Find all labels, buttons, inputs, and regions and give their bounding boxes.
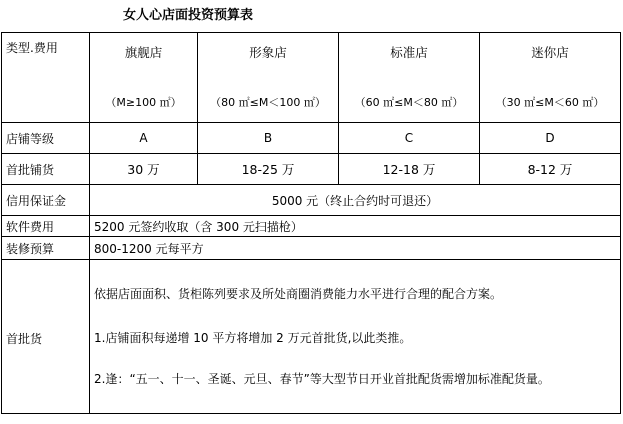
text-line: 2.逢：“五一、十一、圣诞、元旦、春节”等大型节日开业首批配货需增加标准配货量。 xyxy=(94,372,550,386)
row-label: 装修预算 xyxy=(2,237,90,260)
table-row-first-goods xyxy=(2,260,621,414)
row-label: 信用保证金 xyxy=(2,185,90,216)
column-range: （M≥100 ㎡） xyxy=(105,96,182,109)
budget-table xyxy=(1,32,621,414)
table-cell: C xyxy=(339,123,480,154)
table-cell: 30 万 xyxy=(90,154,198,185)
table-cell: 5200 元签约收取（含 300 元扫描枪） xyxy=(90,216,621,237)
table-row-level xyxy=(2,123,621,154)
table-cell: D xyxy=(480,123,621,154)
table-cell: 800-1200 元每平方 xyxy=(90,237,621,260)
row-label-text: 首批货 xyxy=(6,331,43,346)
row-label: 首批铺货 xyxy=(2,154,90,185)
column-range: （30 ㎡≤M＜60 ㎡） xyxy=(495,96,605,109)
table-cell xyxy=(90,260,621,414)
table-row-first-stock xyxy=(2,154,621,185)
table-cell: B xyxy=(198,123,339,154)
table-cell: 18-25 万 xyxy=(198,154,339,185)
row-label: 店铺等级 xyxy=(2,123,90,154)
table-row-software xyxy=(2,216,621,237)
row-label: 软件费用 xyxy=(2,216,90,237)
column-range: （80 ㎡≤M＜100 ㎡） xyxy=(210,96,326,109)
table-row-decoration xyxy=(2,237,621,260)
table-cell: 12-18 万 xyxy=(339,154,480,185)
text-line: 依据店面面积、货柜陈列要求及所处商圈消费能力水平进行合理的配合方案。 xyxy=(94,287,503,301)
column-name: 迷你店 xyxy=(531,45,569,60)
column-name: 形象店 xyxy=(249,45,287,60)
column-flagship xyxy=(90,33,198,123)
table-cell: 8-12 万 xyxy=(480,154,621,185)
column-image xyxy=(198,33,339,123)
sheet-title: 女人心店面投资预算表 xyxy=(122,8,253,23)
table-cell: 5000 元（终止合约时可退还） xyxy=(90,185,621,216)
table-cell: A xyxy=(90,123,198,154)
header-label: 类型.费用 xyxy=(2,33,90,123)
column-range: （60 ㎡≤M＜80 ㎡） xyxy=(354,96,464,109)
table-row-deposit xyxy=(2,185,621,216)
row-label xyxy=(2,260,90,414)
text-line: 1.店铺面积每递增 10 平方将增加 2 万元首批货,以此类推。 xyxy=(94,331,412,345)
header-row xyxy=(2,33,621,123)
column-standard xyxy=(339,33,480,123)
column-name: 标准店 xyxy=(390,45,428,60)
column-mini xyxy=(480,33,621,123)
column-name: 旗舰店 xyxy=(124,45,163,60)
